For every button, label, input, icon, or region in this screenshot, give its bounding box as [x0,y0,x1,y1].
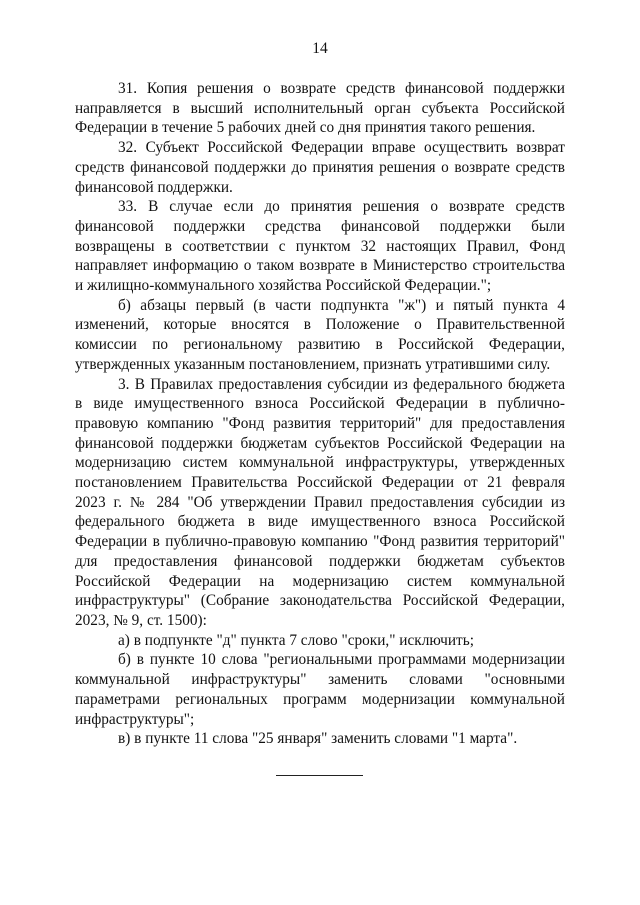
paragraph-31: 31. Копия решения о возврате средств финансовой поддержки направляется в высший исполнительный орган субъекта Российской Федерации в течение 5 рабочих дней со дня принятия такого решения. [75,80,565,137]
document-body [75,79,565,749]
paragraph-v: в) в пункте 11 слова "25 января" заменить словами "1 марта". [118,730,518,748]
paragraph-a: а) в подпункте "д" пункта 7 слово "сроки," исключить; [118,631,474,649]
paragraph-b-repeal: б) абзацы первый (в части подпункта "ж") и пятый пункта 4 изменений, которые вносятся в Положение о Правительственной комиссии по региональному развитию в Российской Федерации, утвержденных указанным постановлением, признать утратившими силу. [75,296,565,373]
page-number: 14 [312,40,328,57]
paragraph-3: 3. В Правилах предоставления субсидии из федерального бюджета в виде имущественного взноса Российской Федерации в публично-правовую компанию "Фонд развития территорий" для предоставления финансовой поддержки бюджетам субъектов Российской Федерации на модернизацию систем коммунальной инфраструктуры, утвержденных постановлением Правительства Российской Федерации от 21 февраля 2023 г. № 284 "Об утверждении Правил предоставления субсидии из федерального бюджета в виде имущественного взноса Российской Федерации в публично-правовую компанию "Фонд развития территорий" для предоставления финансовой поддержки бюджетам субъектов Российской Федерации на модернизацию систем коммунальной инфраструктуры" (Собрание законодательства Российской Федерации, 2023, № 9, ст. 1500): [75,375,565,629]
paragraph-b: б) в пункте 10 слова "региональными программами модернизации коммунальной инфраструктуры" заменить словами "основными параметрами региональных программ модернизации коммунальной инфраструктуры"; [75,651,565,728]
end-separator-line [276,775,363,776]
paragraph-33: 33. В случае если до принятия решения о возврате средств финансовой поддержки средства финансовой поддержки были возвращены в соответствии с пунктом 32 настоящих Правил, Фонд направляет информацию о таком возврате в Министерство строительства и жилищно-коммунального хозяйства Российской Федерации."; [75,198,565,295]
paragraph-32: 32. Субъект Российской Федерации вправе осуществить возврат средств финансовой поддержки до принятия решения о возврате средств финансовой поддержки. [75,139,565,196]
